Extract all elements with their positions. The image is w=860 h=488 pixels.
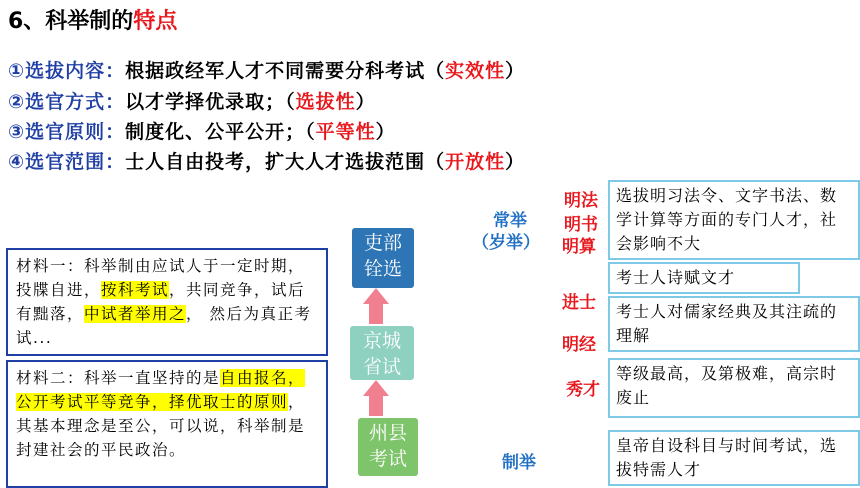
desc-classics: 考士人对儒家经典及其注疏的理解: [608, 296, 860, 352]
arrow-up-icon: [363, 380, 389, 396]
point-content: ①选拔内容：根据政经军人才不同需要分科考试（实效性）: [8, 60, 526, 82]
stage-capital-exam: 京城 省试: [350, 326, 414, 380]
subject-mingsuan: 明算: [562, 237, 596, 257]
page-title: 6、科举制的特点: [8, 9, 178, 34]
desc-imperial-exam: 皇帝自设科目与时间考试，选拔特需人才: [608, 430, 860, 486]
subject-mingjing: 明经: [562, 335, 596, 355]
material-one-box: 材料一：科举制由应试人于一定时期，投牒自进，按科考试，共同竞争，试后有黜落，中试者举用之， 然后为真正考试...: [6, 248, 328, 356]
stage-ministry-selection: 吏部 铨选: [352, 228, 414, 288]
desc-specialized: 选拔明习法令、文字书法、数学计算等方面的专门人才，社会影响不大: [608, 180, 860, 260]
point-method: ②选官方式：以才学择优录取；（选拔性）: [8, 91, 376, 113]
category-imperial: 制举: [502, 453, 536, 473]
material-two-box: 材料二：科举一直坚持的是自由报名，公开考试平等竞争，择优取士的原则，其基本理念是至公，可以说，科举制是封建社会的平民政治。: [6, 360, 328, 488]
arrow-shaft: [369, 396, 383, 416]
subject-xiucai: 秀才: [566, 380, 600, 400]
point-scope: ④选官范围：士人自由投考，扩大人才选拔范围（开放性）: [8, 151, 526, 173]
stage-prefecture-exam: 州县 考试: [358, 418, 418, 476]
desc-xiucai: 等级最高，及第极难，高宗时废止: [608, 358, 860, 418]
subject-mingfa: 明法: [564, 191, 598, 211]
arrow-up-icon: [363, 288, 389, 304]
subject-mingshu: 明书: [564, 215, 598, 235]
subject-jinshi: 进士: [562, 293, 596, 313]
desc-poetry: 考士人诗赋文才: [608, 262, 800, 294]
point-principle: ③选官原则：制度化、公平公开；（平等性）: [8, 121, 396, 143]
arrow-shaft: [369, 304, 383, 324]
category-regular: 常举 （岁举）: [472, 211, 540, 253]
